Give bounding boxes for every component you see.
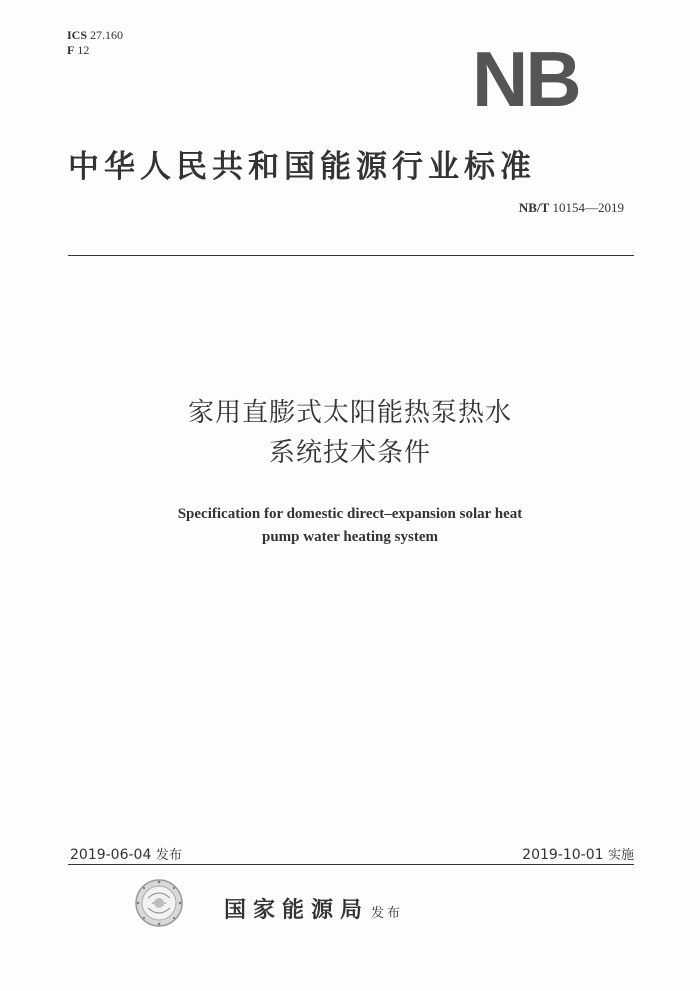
nb-logo: NB bbox=[472, 35, 579, 123]
issuing-authority: 国家能源局 发布 bbox=[224, 897, 404, 923]
standard-number: NB/T 10154—2019 bbox=[518, 200, 624, 215]
chinese-title-line-2: 系统技术条件 bbox=[268, 438, 431, 468]
top-divider bbox=[68, 255, 634, 256]
ics-code: ICS 27.160 bbox=[67, 28, 124, 42]
classification-codes bbox=[67, 28, 123, 58]
bottom-divider bbox=[68, 864, 634, 865]
english-title-line-1: Specification for domestic direct–expansion solar heat bbox=[177, 506, 523, 522]
english-title-line-2: pump water heating system bbox=[262, 529, 438, 545]
chinese-title bbox=[0, 393, 700, 473]
english-title bbox=[0, 503, 700, 549]
standard-type-heading: 中华人民共和国能源行业标准 bbox=[68, 149, 536, 185]
issue-date: 2019-06-04 发布 bbox=[70, 847, 182, 863]
ccs-code: F 12 bbox=[67, 43, 90, 57]
issuer-seal-icon bbox=[134, 878, 184, 928]
effective-date: 2019-10-01 实施 bbox=[522, 847, 634, 863]
chinese-title-line-1: 家用直膨式太阳能热泵热水 bbox=[187, 398, 512, 428]
